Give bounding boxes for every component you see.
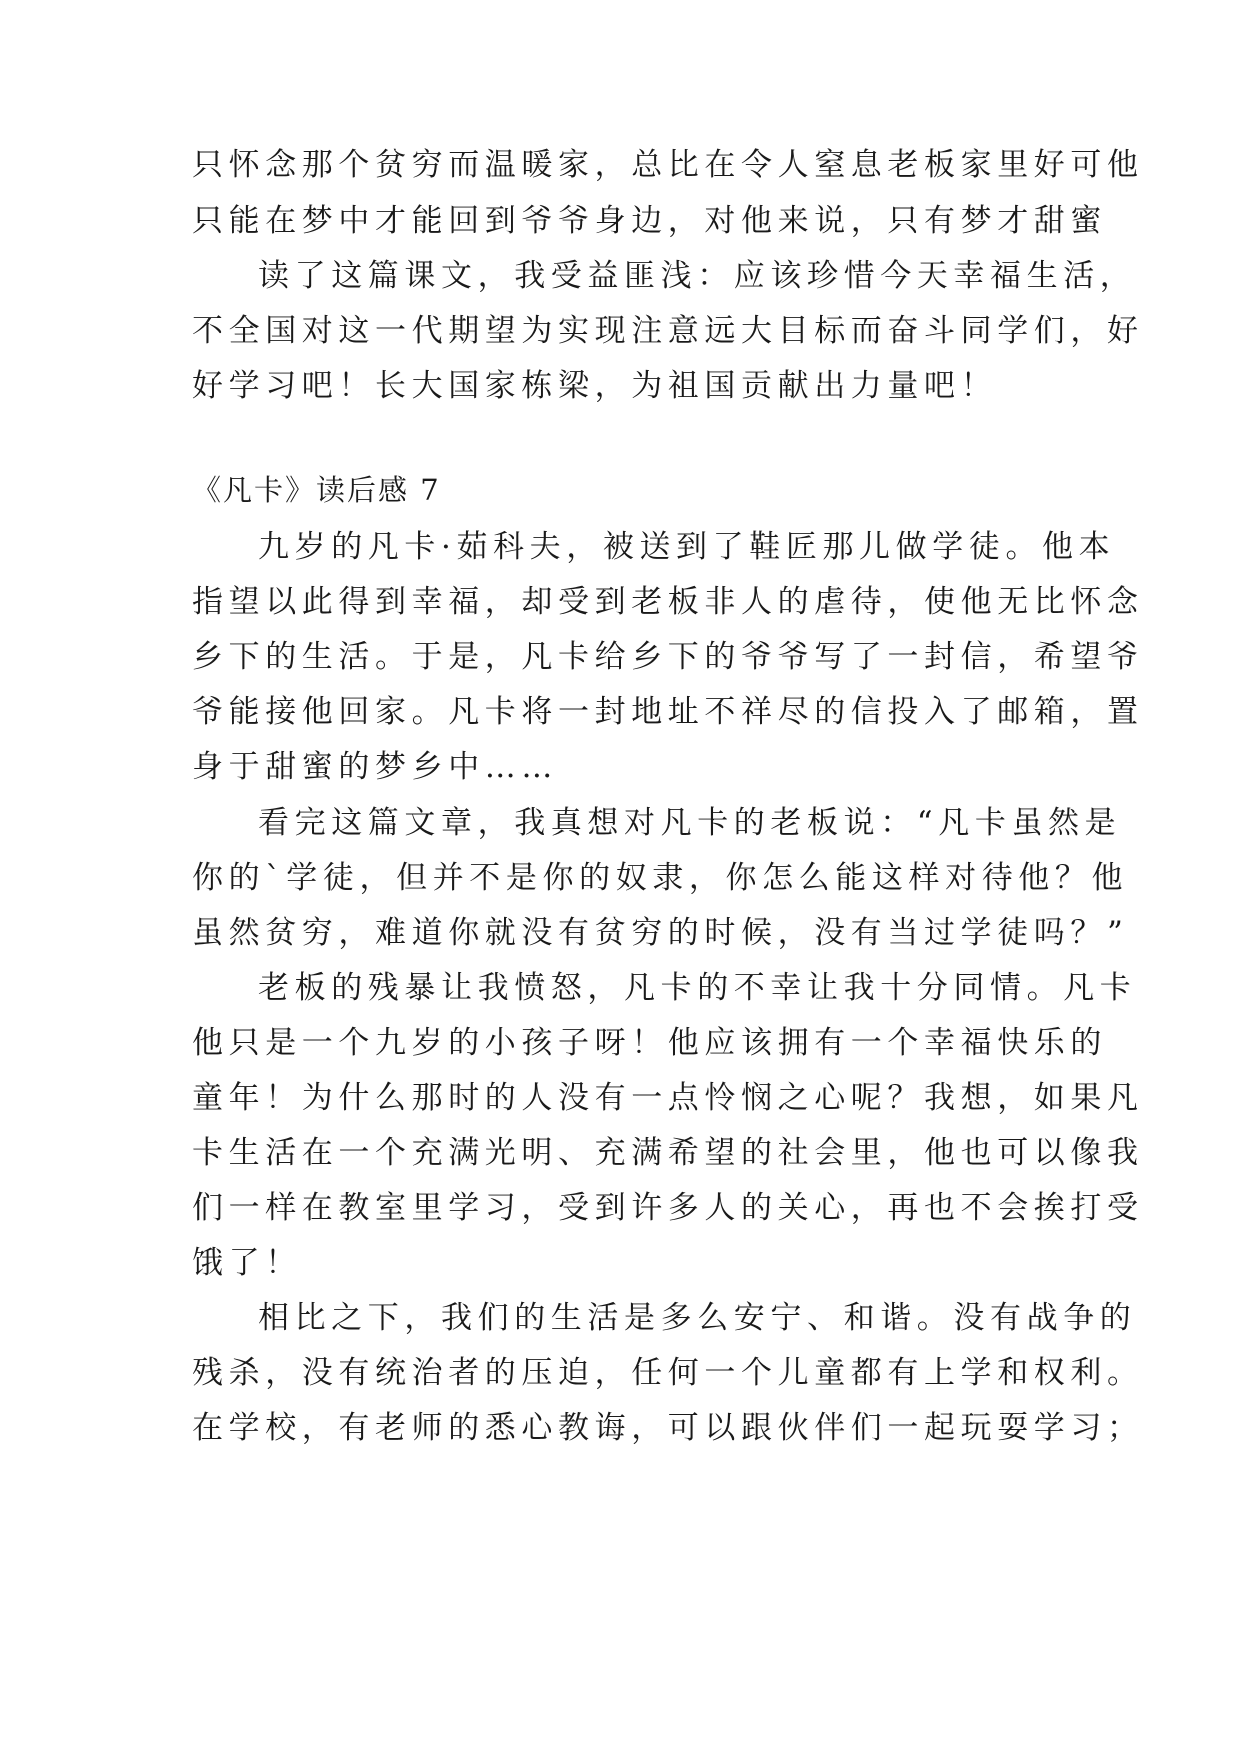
paragraph-line: 老板的残暴让我愤怒，凡卡的不幸让我十分同情。凡卡 — [258, 970, 1137, 1006]
paragraph-line: 好学习吧！长大国家栋梁，为祖国贡献出力量吧！ — [192, 368, 998, 404]
paragraph-line: 虽然贫穷，难道你就没有贫穷的时候，没有当过学徒吗？” — [192, 915, 1129, 951]
paragraph-line: 九岁的凡卡·茹科夫，被送到了鞋匠那儿做学徒。他本 — [258, 529, 1116, 565]
paragraph-line: 指望以此得到幸福，却受到老板非人的虐待，使他无比怀念 — [192, 584, 1144, 620]
paragraph-line: 读了这篇课文，我受益匪浅：应该珍惜今天幸福生活， — [258, 258, 1137, 294]
paragraph-line: 乡下的生活。于是，凡卡给乡下的爷爷写了一封信，希望爷 — [192, 639, 1144, 675]
paragraph-line: 身于甜蜜的梦乡中…… — [192, 749, 558, 785]
paragraph-line: 你的`学徒，但并不是你的奴隶，你怎么能这样对待他？他 — [192, 860, 1129, 896]
paragraph-line: 饿了！ — [192, 1245, 302, 1281]
section-title: 《凡卡》读后感 7 — [192, 473, 441, 507]
paragraph-line: 残杀，没有统治者的压迫，任何一个儿童都有上学和权利。 — [192, 1355, 1144, 1391]
paragraph-line: 只能在梦中才能回到爷爷身边，对他来说，只有梦才甜蜜 — [192, 203, 1107, 239]
paragraph-line: 在学校，有老师的悉心教诲，可以跟伙伴们一起玩耍学习； — [192, 1410, 1144, 1446]
paragraph-line: 卡生活在一个充满光明、充满希望的社会里，他也可以像我 — [192, 1135, 1144, 1171]
paragraph-line: 相比之下，我们的生活是多么安宁、和谐。没有战争的 — [258, 1300, 1137, 1336]
paragraph-line: 童年！为什么那时的人没有一点怜悯之心呢？我想，如果凡 — [192, 1080, 1144, 1116]
paragraph-line: 爷能接他回家。凡卡将一封地址不祥尽的信投入了邮箱，置 — [192, 694, 1144, 730]
paragraph-line: 看完这篇文章，我真想对凡卡的老板说：“凡卡虽然是 — [258, 805, 1122, 841]
paragraph-line: 们一样在教室里学习，受到许多人的关心，再也不会挨打受 — [192, 1190, 1144, 1226]
paragraph-line: 他只是一个九岁的小孩子呀！他应该拥有一个幸福快乐的 — [192, 1025, 1107, 1061]
paragraph-line: 不全国对这一代期望为实现注意远大目标而奋斗同学们，好 — [192, 313, 1144, 349]
paragraph-line: 只怀念那个贫穷而温暖家，总比在令人窒息老板家里好可他 — [192, 147, 1144, 183]
